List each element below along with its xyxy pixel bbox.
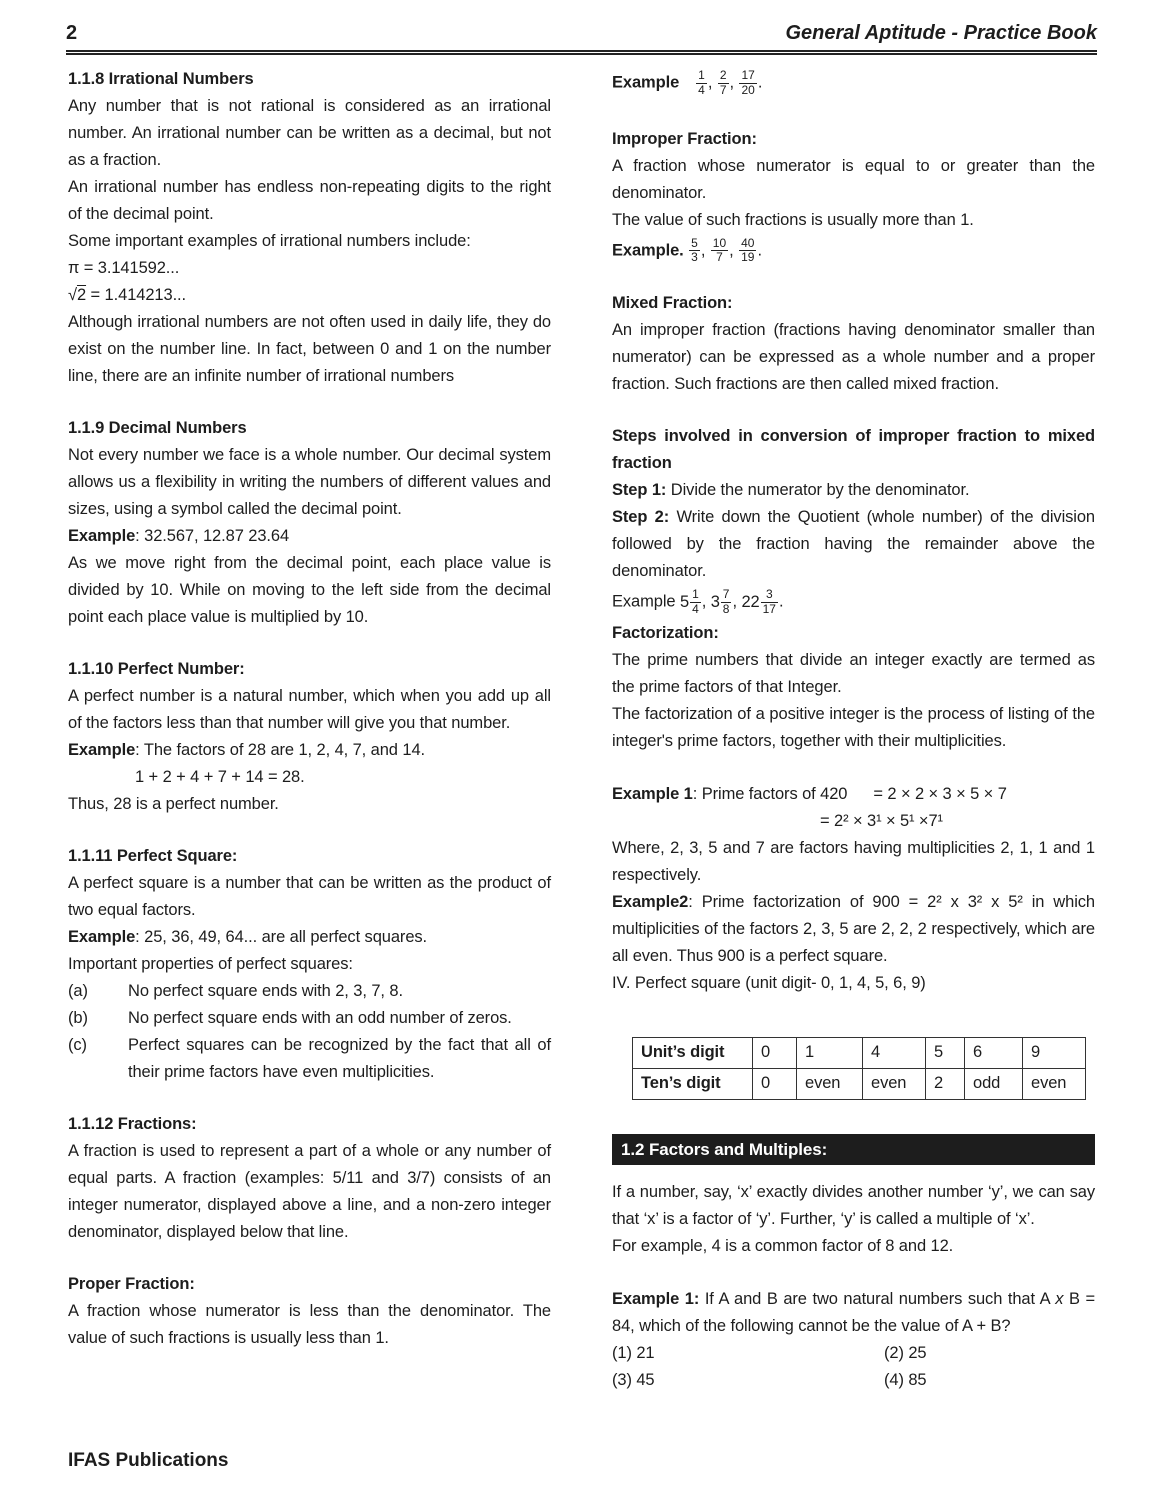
separator: , — [700, 241, 706, 260]
table-cell: 0 — [753, 1068, 797, 1099]
section-decimal-numbers — [68, 415, 551, 631]
paragraph: The factorization of a positive integer is the process of listing of the integer's prime factors, together with their multiplicities. — [612, 704, 1095, 750]
paragraph: The value of such fractions is usually more than 1. — [612, 210, 974, 229]
section-irrational-numbers — [68, 66, 551, 390]
example-label: Example — [612, 592, 676, 611]
example-label: Example. — [612, 241, 684, 260]
mixed-number: 22 $\frac{3}{17}$ — [741, 587, 776, 616]
paragraph: As we move right from the decimal point, each place value is divided by 10. While on moving to the left side from the decimal point each place value is multiplied by 10. — [68, 554, 551, 626]
section-heading: 1.1.10 Perfect Number: — [68, 660, 245, 678]
option-3: (3) 45 — [612, 1370, 655, 1389]
unit-tens-digit-table — [632, 1037, 1086, 1100]
section-conversion-steps — [612, 423, 1095, 617]
table-cell: 6 — [965, 1037, 1023, 1068]
list-item — [68, 1005, 551, 1032]
example-text: : Prime factorization of 900 = 2² x 3² x 5² in which multiplicities of the factors 2, 3, 5 are 2, 2, 2 respectively, which are all even. Thus 900 is a perfect square. — [612, 892, 1095, 965]
paragraph: A perfect square is a number that can be written as the product of two equal factors. — [68, 874, 551, 919]
example-text: If A and B are two natural numbers such that A — [699, 1289, 1056, 1308]
option-4: (4) 85 — [884, 1370, 927, 1389]
variable-x: x — [1055, 1289, 1064, 1308]
separator: . — [778, 592, 784, 611]
example-text: : 25, 36, 49, 64... are all perfect squares. — [135, 928, 428, 946]
list-text: Perfect squares can be recognized by the fact that all of their prime factors have even multiplicities. — [128, 1036, 551, 1081]
list-marker: (c) — [68, 1036, 87, 1054]
example-label: Example — [68, 527, 136, 545]
left-column — [68, 66, 551, 1377]
paragraph: A fraction is used to represent a part of a whole or any number of equal parts. A fraction (examples: 5/11 and 3/7) consists of an integer numerator, displayed above a line, and a non-zero integer denominator, displayed below that line. — [68, 1142, 551, 1241]
step-label: Step 1: — [612, 481, 667, 500]
pi-value-line: π = 3.141592... — [68, 259, 180, 277]
improper-fraction-example-line — [612, 237, 1095, 266]
example-label: Example — [68, 741, 136, 759]
example-line — [612, 781, 1095, 808]
paragraph: If a number, say, ‘x’ exactly divides another number ‘y’, we can say that ‘x’ is a factor of ‘y’. Further, ‘y’ is called a multiple of ‘x’. — [612, 1182, 1095, 1228]
option-2: (2) 25 — [884, 1343, 927, 1362]
fraction: $\frac{17}{20}$ — [741, 68, 755, 97]
sub-heading: Improper Fraction: — [612, 129, 757, 148]
fraction: $\frac{10}{7}$ — [712, 235, 727, 265]
example-line — [68, 924, 551, 951]
step-text: Write down the Quotient (whole number) of the division followed by the fraction having the remainder above the denominator. — [612, 508, 1096, 581]
table-cell: 5 — [926, 1037, 965, 1068]
step-line — [612, 477, 1095, 504]
list-item — [68, 978, 551, 1005]
option-1: (1) 21 — [612, 1343, 655, 1362]
section-heading: 1.1.12 Fractions: — [68, 1115, 197, 1133]
paragraph: An irrational number has endless non-repeating digits to the right of the decimal point. — [68, 178, 551, 223]
example-label: Example — [612, 73, 680, 92]
fraction: $\frac{5}{3}$ — [691, 235, 698, 265]
fraction: $\frac{7}{8}$ — [722, 587, 730, 616]
table-cell: even — [863, 1068, 926, 1099]
paragraph: An improper fraction (fractions having denominator smaller than numerator) can be expressed as a whole number and a proper fraction. Such fractions are then called mixed fraction. — [612, 321, 1095, 394]
sub-heading: Mixed Fraction: — [612, 294, 733, 313]
section-heading: 1.1.9 Decimal Numbers — [68, 419, 247, 437]
radical-sign: √ — [68, 286, 77, 304]
table-row — [633, 1068, 1086, 1099]
paragraph: A fraction whose numerator is equal to or greater than the denominator. — [612, 156, 1095, 202]
sub-heading: Steps involved in conversion of improper fraction to mixed fraction — [612, 427, 1095, 473]
fraction: $\frac{40}{19}$ — [741, 235, 755, 265]
paragraph: Although irrational numbers are not often used in daily life, they do exist on the number line. In fact, between 0 and 1 on the number line, there are an infinite number of irrational numbers — [68, 313, 551, 385]
section-mixed-fraction — [612, 290, 1095, 398]
section-factorization — [612, 620, 1095, 1100]
list-item — [68, 1032, 551, 1086]
separator: . — [757, 241, 762, 260]
example-label: Example 1 — [612, 784, 693, 803]
mixed-number: 5 $\frac{1}{4}$ — [679, 587, 699, 616]
fraction: $\frac{1}{4}$ — [692, 587, 699, 616]
section-heading: 1.1.11 Perfect Square: — [68, 847, 238, 865]
section-heading: 1.1.8 Irrational Numbers — [68, 70, 254, 88]
section-improper-fraction — [612, 126, 1095, 266]
table-cell: even — [1023, 1068, 1086, 1099]
fraction: $\frac{1}{4}$ — [698, 68, 705, 97]
example-text: : 32.567, 12.87 23.64 — [135, 527, 290, 545]
page-number: 2 — [66, 22, 78, 44]
example-line — [612, 1286, 1095, 1340]
separator: , — [707, 73, 713, 92]
example-text: B = 84, which of the following cannot be the value of A + B? — [612, 1289, 1095, 1335]
publisher-footer: IFAS Publications — [68, 1450, 229, 1471]
sub-heading: Proper Fraction: — [68, 1275, 195, 1293]
example-label: Example — [68, 928, 136, 946]
right-column — [612, 66, 1095, 1394]
section-factors-and-multiples — [612, 1134, 1095, 1394]
paragraph: The prime numbers that divide an integer exactly are termed as the prime factors of that Integer. — [612, 650, 1095, 696]
row-header: Ten’s digit — [633, 1068, 753, 1099]
proper-fraction-example-line — [612, 69, 1095, 98]
radicand: 2 — [76, 286, 87, 304]
list-marker: (b) — [68, 1009, 88, 1027]
sqrt-value: = 1.414213... — [86, 286, 187, 304]
fraction: $\frac{2}{7}$ — [719, 68, 727, 97]
answer-options — [612, 1340, 1095, 1394]
example-text: : Prime factors of 420 — [692, 784, 848, 803]
table-cell: 0 — [753, 1037, 797, 1068]
paragraph: Not every number we face is a whole number. Our decimal system allows us a flexibility in writing the numbers of different values and sizes, using a symbol called the decimal point. — [68, 446, 551, 518]
example-line — [612, 889, 1095, 970]
paragraph: A perfect number is a natural number, which when you add up all of the factors less than that number will give you that number. — [68, 687, 551, 732]
step-text: Divide the numerator by the denominator. — [666, 481, 970, 500]
book-title: General Aptitude - Practice Book — [785, 22, 1097, 44]
page-header — [66, 22, 1097, 55]
separator: , — [732, 592, 737, 611]
mixed-number: 3 $\frac{7}{8}$ — [710, 587, 730, 616]
separator: , — [729, 241, 734, 260]
sum-line: 1 + 2 + 4 + 7 + 14 = 28. — [135, 768, 305, 786]
section-perfect-number — [68, 656, 551, 818]
paragraph: For example, 4 is a common factor of 8 and 12. — [612, 1236, 954, 1255]
example-line — [68, 737, 551, 764]
paragraph: Where, 2, 3, 5 and 7 are factors having multiplicities 2, 1, 1 and 1 respectively. — [612, 838, 1095, 884]
paragraph: IV. Perfect square (unit digit- 0, 1, 4, 5, 6, 9) — [612, 973, 926, 992]
example-line — [68, 523, 551, 550]
table-cell: 1 — [797, 1037, 863, 1068]
separator: , — [729, 73, 734, 92]
sqrt-value-line — [68, 282, 551, 309]
table-cell: 4 — [863, 1037, 926, 1068]
table-cell: even — [797, 1068, 863, 1099]
separator: , — [701, 592, 707, 611]
list-text: No perfect square ends with 2, 3, 7, 8. — [128, 982, 403, 1000]
paragraph: Thus, 28 is a perfect number. — [68, 795, 279, 813]
paragraph: A fraction whose numerator is less than the denominator. The value of such fractions is usually less than 1. — [68, 1302, 551, 1347]
paragraph: Some important examples of irrational numbers include: — [68, 232, 471, 250]
example-text: : The factors of 28 are 1, 2, 4, 7, and 14. — [135, 741, 426, 759]
separator: . — [757, 73, 763, 92]
list-text: No perfect square ends with an odd number of zeros. — [128, 1009, 512, 1027]
step-label: Step 2: — [612, 508, 670, 527]
equation-line: = 2² × 3¹ × 5¹ ×7¹ — [820, 811, 943, 830]
section-fractions — [68, 1111, 551, 1246]
list-marker: (a) — [68, 982, 88, 1000]
section-proper-fraction — [68, 1271, 551, 1352]
mixed-number-example-line — [612, 588, 1095, 617]
section-perfect-square — [68, 843, 551, 1086]
fraction: $\frac{3}{17}$ — [762, 587, 776, 616]
example-label: Example 1: — [612, 1289, 700, 1308]
row-header: Unit’s digit — [633, 1037, 753, 1068]
sub-heading: Factorization: — [612, 623, 719, 642]
table-cell: odd — [965, 1068, 1023, 1099]
step-line — [612, 504, 1095, 585]
paragraph: Any number that is not rational is considered as an irrational number. An irrational number can be written as a decimal, but not as a fraction. — [68, 97, 551, 169]
section-bar-heading: 1.2 Factors and Multiples: — [612, 1134, 1095, 1165]
table-row — [633, 1037, 1086, 1068]
example-label: Example2 — [612, 892, 689, 911]
paragraph: Important properties of perfect squares: — [68, 955, 353, 973]
table-cell: 9 — [1023, 1037, 1086, 1068]
equation: = 2 × 2 × 3 × 5 × 7 — [873, 784, 1007, 803]
table-cell: 2 — [926, 1068, 965, 1099]
